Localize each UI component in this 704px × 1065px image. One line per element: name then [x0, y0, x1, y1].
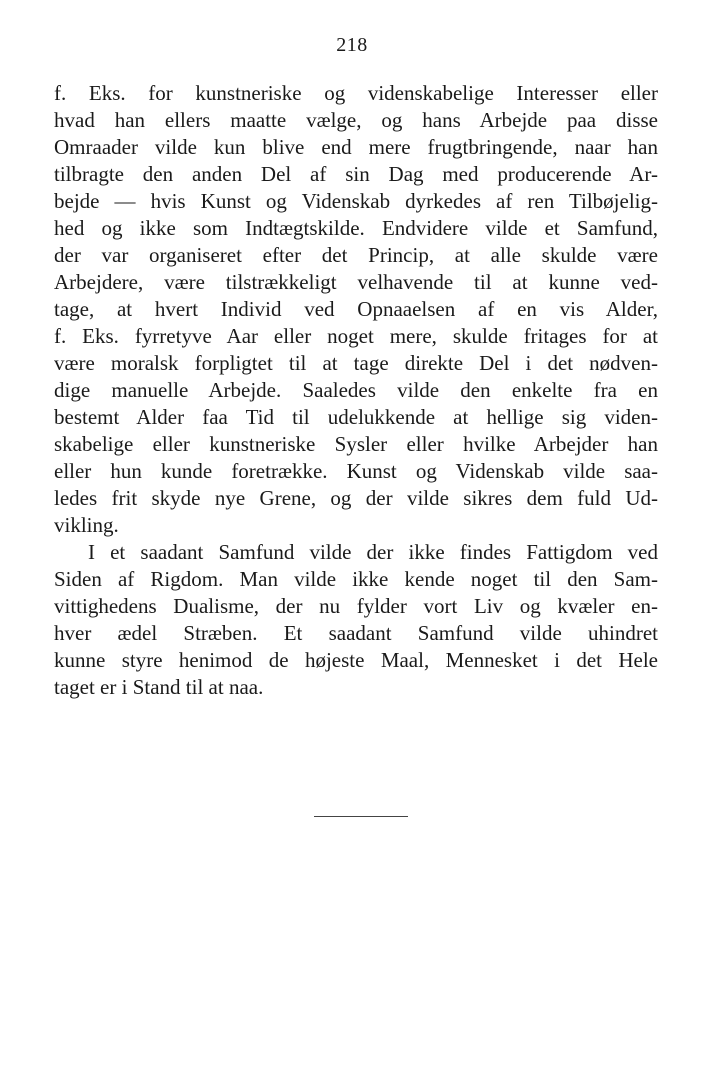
text-line: I et saadant Samfund vilde der ikke findes Fattigdom ved: [88, 540, 658, 564]
text-line: vikling.: [54, 513, 119, 537]
text-line: bejde — hvis Kunst og Videnskab dyrkedes af ren Tilbøjelig-: [54, 189, 658, 213]
text-line: bestemt Alder faa Tid til udelukkende at hellige sig viden-: [54, 405, 658, 429]
page-number: 218: [336, 34, 368, 56]
text-line: hvad han ellers maatte vælge, og hans Arbejde paa disse: [54, 108, 658, 132]
text-line: Siden af Rigdom. Man vilde ikke kende noget til den Sam-: [54, 567, 658, 591]
text-line: hed og ikke som Indtægtskilde. Endvidere vilde et Samfund,: [54, 216, 658, 240]
text-line: f. Eks. for kunstneriske og videnskabelige Interesser eller: [54, 81, 658, 105]
text-line: Omraader vilde kun blive end mere frugtbringende, naar han: [54, 135, 658, 159]
text-line: vittighedens Dualisme, der nu fylder vort Liv og kvæler en-: [54, 594, 658, 618]
text-line: eller hun kunde foretrække. Kunst og Videnskab vilde saa-: [54, 459, 658, 483]
text-line: tage, at hvert Individ ved Opnaaelsen af en vis Alder,: [54, 297, 658, 321]
text-line: tilbragte den anden Del af sin Dag med producerende Ar-: [54, 162, 658, 186]
text-line: dige manuelle Arbejde. Saaledes vilde den enkelte fra en: [54, 378, 658, 402]
text-line: hver ædel Stræben. Et saadant Samfund vilde uhindret: [54, 621, 658, 645]
text-line: Arbejdere, være tilstrækkeligt velhavende til at kunne ved-: [54, 270, 658, 294]
text-line: f. Eks. fyrretyve Aar eller noget mere, skulde fritages for at: [54, 324, 658, 348]
body-text: [54, 80, 658, 701]
paragraph-2: [54, 539, 658, 701]
text-line: ledes frit skyde nye Grene, og der vilde sikres dem fuld Ud-: [54, 486, 658, 510]
end-divider: [314, 816, 408, 817]
text-line: der var organiseret efter det Princip, at alle skulde være: [54, 243, 658, 267]
text-line: taget er i Stand til at naa.: [54, 675, 264, 699]
text-line: skabelige eller kunstneriske Sysler eller hvilke Arbejder han: [54, 432, 658, 456]
text-line: være moralsk forpligtet til at tage direkte Del i det nødven-: [54, 351, 658, 375]
text-line: kunne styre henimod de højeste Maal, Mennesket i det Hele: [54, 648, 658, 672]
paragraph-1: [54, 80, 658, 539]
